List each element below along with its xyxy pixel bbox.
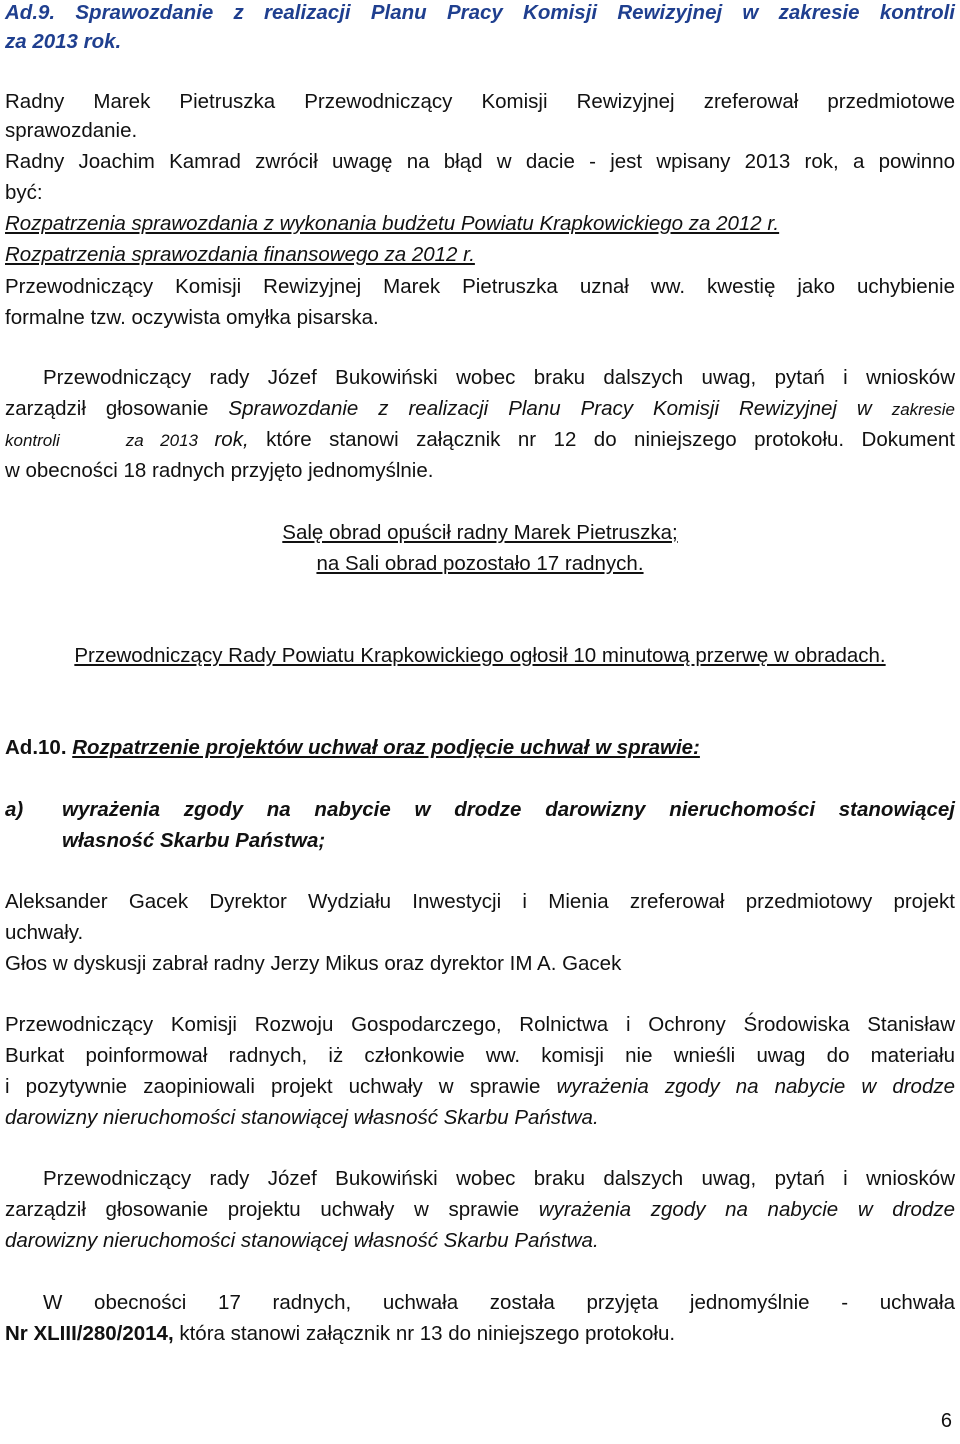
paragraph-text: Nr XLIII/280/2014, która stanowi załącznik nr 13 do niniejszego protokołu. [5, 1322, 676, 1345]
paragraph-text: Burkat poinformował radnych, iż członkowie ww. komisji nie wnieśli uwag do materiału [5, 1044, 955, 1067]
paragraph-text: Aleksander Gacek Dyrektor Wydziału Inwestycji i Mienia zreferował przedmiotowy projekt [5, 890, 955, 913]
paragraph-text: i pozytywnie zaopiniowali projekt uchwały w sprawie wyrażenia zgody na nabycie w drodze [5, 1075, 955, 1098]
paragraph-text: formalne tzw. oczywista omyłka pisarska. [5, 306, 379, 329]
notice-text: na Sali obrad pozostało 17 radnych. [316, 552, 644, 575]
section-9-heading-line-1: Ad.9. Sprawozdanie z realizacji Planu Pracy Komisji Rewizyjnej w zakresie kontroli [5, 1, 955, 24]
paragraph-text: w obecności 18 radnych przyjęto jednomyślnie. [5, 459, 434, 482]
item-a-label: a) [5, 798, 24, 821]
paragraph-text: uchwały. [5, 921, 84, 944]
item-a-title: wyrażenia zgody na nabycie w drodze darowizny nieruchomości stanowiącej [62, 798, 955, 821]
paragraph-text: kontroli za 2013 rok, które stanowi załącznik nr 12 do niniejszego protokołu. Dokument [5, 428, 955, 451]
page-number: 6 [940, 1410, 952, 1432]
resolution-number: Nr XLIII/280/2014, [5, 1322, 174, 1345]
item-a-title: własność Skarbu Państwa; [62, 829, 326, 852]
paragraph-text: Głos w dyskusji zabrał radny Jerzy Mikus oraz dyrektor IM A. Gacek [5, 952, 622, 975]
corrected-title-text: Rozpatrzenia sprawozdania z wykonania budżetu Powiatu Krapkowickiego za 2012 r. [5, 212, 780, 235]
paragraph-text: Radny Marek Pietruszka Przewodniczący Komisji Rewizyjnej zreferował przedmiotowe [5, 90, 955, 113]
paragraph-text: Przewodniczący rady Józef Bukowiński wobec braku dalszych uwag, pytań i wniosków [43, 1167, 955, 1190]
paragraph-text: być: [5, 181, 43, 204]
paragraph-text: Przewodniczący rady Józef Bukowiński wobec braku dalszych uwag, pytań i wniosków [43, 366, 955, 389]
paragraph-text: Przewodniczący Komisji Rozwoju Gospodarczego, Rolnictwa i Ochrony Środowiska Stanisław [5, 1013, 955, 1036]
paragraph-text: sprawozdanie. [5, 119, 138, 142]
notice-text: Salę obrad opuścił radny Marek Pietruszka; [282, 521, 678, 544]
paragraph-text: darowizny nieruchomości stanowiącej własność Skarbu Państwa. [5, 1229, 599, 1252]
paragraph-text: W obecności 17 radnych, uchwała została przyjęta jednomyślnie - uchwała [43, 1291, 955, 1314]
paragraph-text: Przewodniczący Komisji Rewizyjnej Marek Pietruszka uznał ww. kwestię jako uchybienie [5, 275, 955, 298]
section-10-heading: Ad.10. Rozpatrzenie projektów uchwał oraz podjęcie uchwał w sprawie: [5, 736, 700, 759]
section-9-heading-line-2: za 2013 rok. [5, 30, 122, 53]
corrected-title-text: Rozpatrzenia sprawozdania finansowego za 2012 r. [5, 243, 475, 266]
paragraph-text: Radny Joachim Kamrad zwrócił uwagę na błąd w dacie - jest wpisany 2013 rok, a powinno [5, 150, 955, 173]
paragraph-text: zarządził głosowanie Sprawozdanie z realizacji Planu Pracy Komisji Rewizyjnej w zakresie [5, 397, 955, 420]
paragraph-text: zarządził głosowanie projektu uchwały w sprawie wyrażenia zgody na nabycie w drodze [5, 1198, 955, 1221]
paragraph-text: darowizny nieruchomości stanowiącej własność Skarbu Państwa. [5, 1106, 599, 1129]
break-notice-text: Przewodniczący Rady Powiatu Krapkowickiego ogłosił 10 minutową przerwę w obradach. [74, 644, 886, 667]
